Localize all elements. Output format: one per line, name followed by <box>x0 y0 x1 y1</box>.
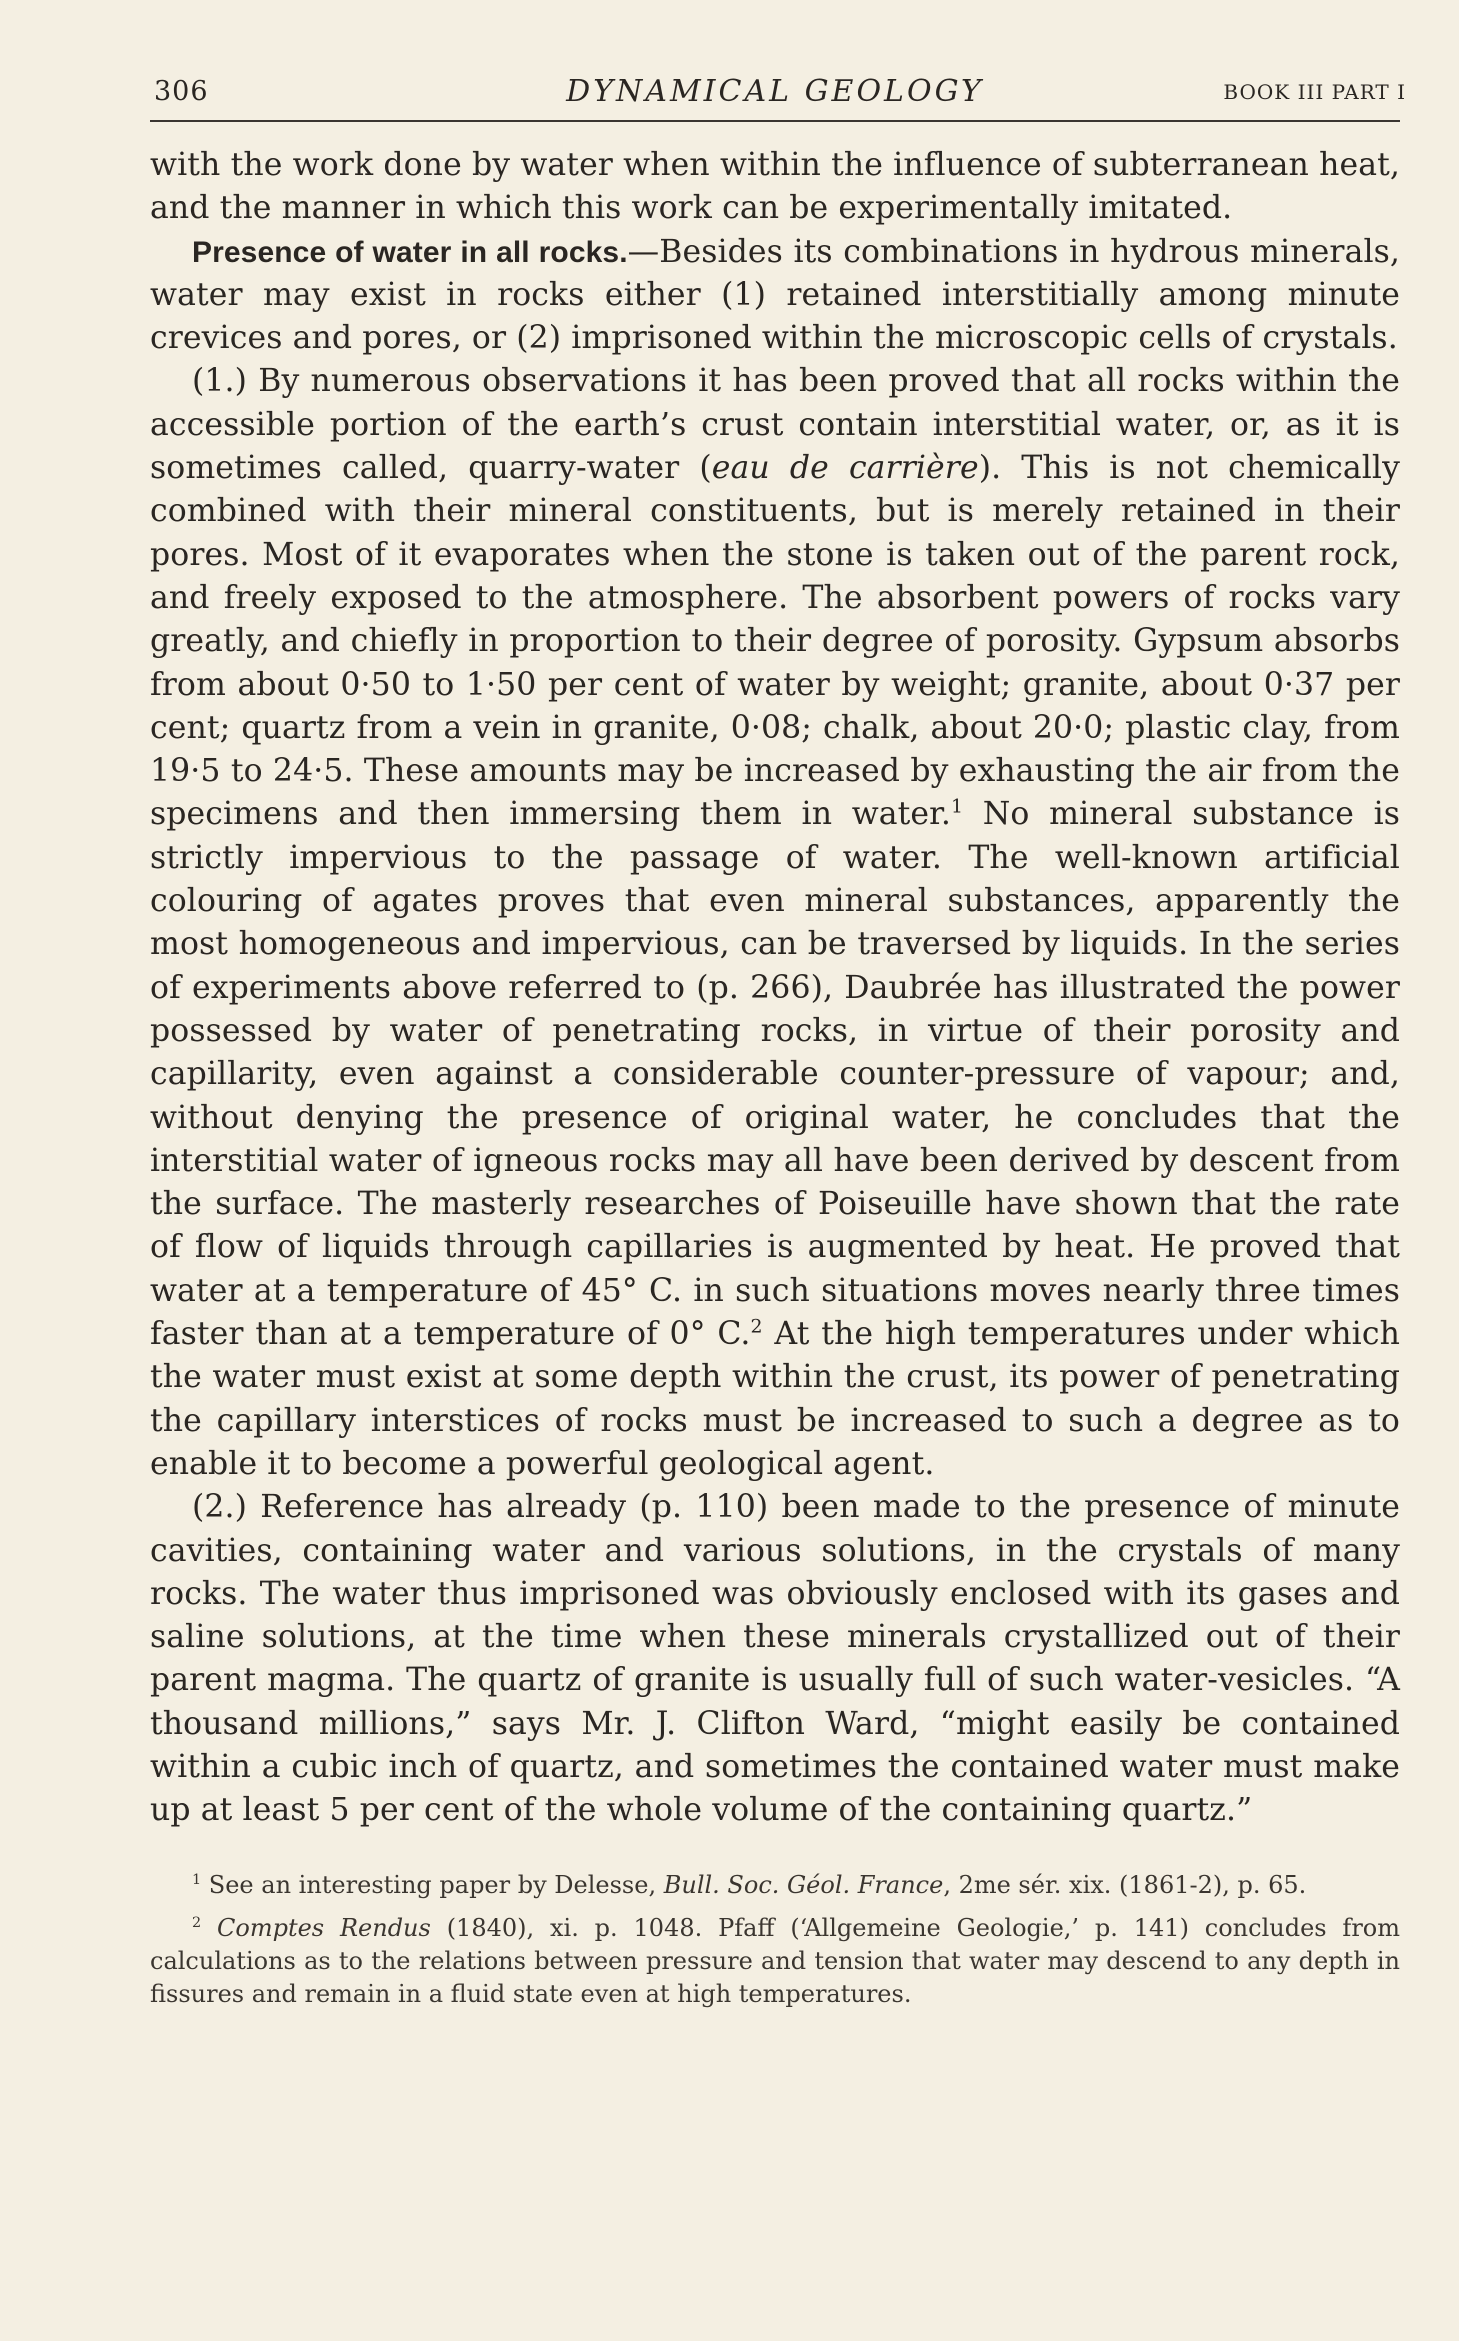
paragraph-presence-of-water <box>150 231 1400 361</box>
footnote-ref-1[interactable]: 1 <box>950 795 964 818</box>
body-text <box>150 144 1400 1833</box>
footnote-1 <box>150 1869 1400 1902</box>
running-title: DYNAMICAL GEOLOGY <box>566 74 984 109</box>
book-section: BOOK III PART I <box>1223 80 1406 104</box>
paragraph-text: No mineral substance is strictly impervious to the passage of water. The well-known artificial colouring of agates proves that even mineral substances, apparently the most homogeneous and impervious, can be traversed by liquids. In the series of experiments above referred to (p. 266), Daubrée has illustrated the power possessed by water of penetrating rocks, in virtue of their porosity and capillarity, even against a considerable counter-pressure of vapour; and, without denying the presence of original water, he concludes that the interstitial water of igneous rocks may all have been derived by descent from the surface. The masterly researches of Poiseuille have shown that the rate of flow of liquids through capillaries is augmented by heat. He proved that water at a temperature of 45° C. in such situations moves nearly three times faster than at a temperature of 0° C. <box>150 796 1401 1353</box>
footnote-text: See an interesting paper by Delesse, <box>201 1870 664 1899</box>
section-heading: Presence of water in all rocks. <box>192 235 628 269</box>
footnote-ref-2[interactable]: 2 <box>750 1315 763 1338</box>
paragraph-interstitial-water <box>150 360 1400 1486</box>
footnote-journal: Bull. Soc. Géol. France <box>663 1870 944 1899</box>
footnote-text: , 2me sér. xix. (1861-2), p. 65. <box>943 1870 1307 1899</box>
footnote-mark: 1 <box>192 1871 202 1888</box>
paragraph-text: (1.) By numerous observations it has been proved that all rocks within the accessible portion of the earth’s crust contain interstitial water, or, as it is sometimes called, quarry-water ( <box>150 363 1400 487</box>
footnote-2 <box>150 1912 1400 2011</box>
paragraph-text: —Besides its combinations in hydrous minerals, water may exist in rocks either (1) retained interstitially among minute crevices and pores, or (2) imprisoned within the microscopic cells of crystals. <box>150 233 1400 357</box>
paragraph-continuation: with the work done by water when within the influence of subterranean heat, and the manner in which this work can be experimentally imitated. <box>150 147 1400 227</box>
italic-term: eau de carrière <box>711 450 979 487</box>
paragraph-text: At the high temperatures under which the water must exist at some depth within the crust, its power of penetrating the capillary interstices of rocks must be increased to such a degree as to enable it to become a powerful geological agent. <box>150 1316 1400 1482</box>
footnotes <box>150 1869 1400 2011</box>
footnote-journal: Comptes Rendus <box>217 1913 431 1942</box>
book-page <box>150 68 1406 2011</box>
running-header <box>150 68 1406 112</box>
header-rule <box>150 120 1400 122</box>
footnote-text: (1840), xi. p. 1048. Pfaff (‘Allgemeine Geologie,’ p. 141) concludes from calculations as to the relations between pressure and tension that water may descend to any depth in fissures and remain in a fluid state even at high temperatures. <box>150 1913 1400 2008</box>
paragraph-text: ). This is not chemically combined with their mineral constituents, but is merely retained in their pores. Most of it evaporates when the stone is taken out of the parent rock, and freely exposed to the atmosphere. The absorbent powers of rocks vary greatly, and chiefly in proportion to their degree of porosity. Gypsum absorbs from about 0·50 to 1·50 per cent of water by weight; granite, about 0·37 per cent; quartz from a vein in granite, 0·08; chalk, about 20·0; plastic clay, from 19·5 to 24·5. These amounts may be increased by exhausting the air from the specimens and then immersing them in water. <box>150 450 1400 833</box>
paragraph-imprisoned-water: (2.) Reference has already (p. 110) been made to the presence of minute cavities, containing water and various solutions, in the crystals of many rocks. The water thus imprisoned was obviously enclosed with its gases and saline solutions, at the time when these minerals crystallized out of their parent magma. The quartz of granite is usually full of such water-vesicles. “A thousand millions,” says Mr. J. Clifton Ward, “might easily be contained within a cubic inch of quartz, and sometimes the contained water must make up at least 5 per cent of the whole volume of the containing quartz.” <box>150 1489 1400 1829</box>
page-number: 306 <box>154 76 209 107</box>
footnote-mark: 2 <box>192 1914 202 1931</box>
